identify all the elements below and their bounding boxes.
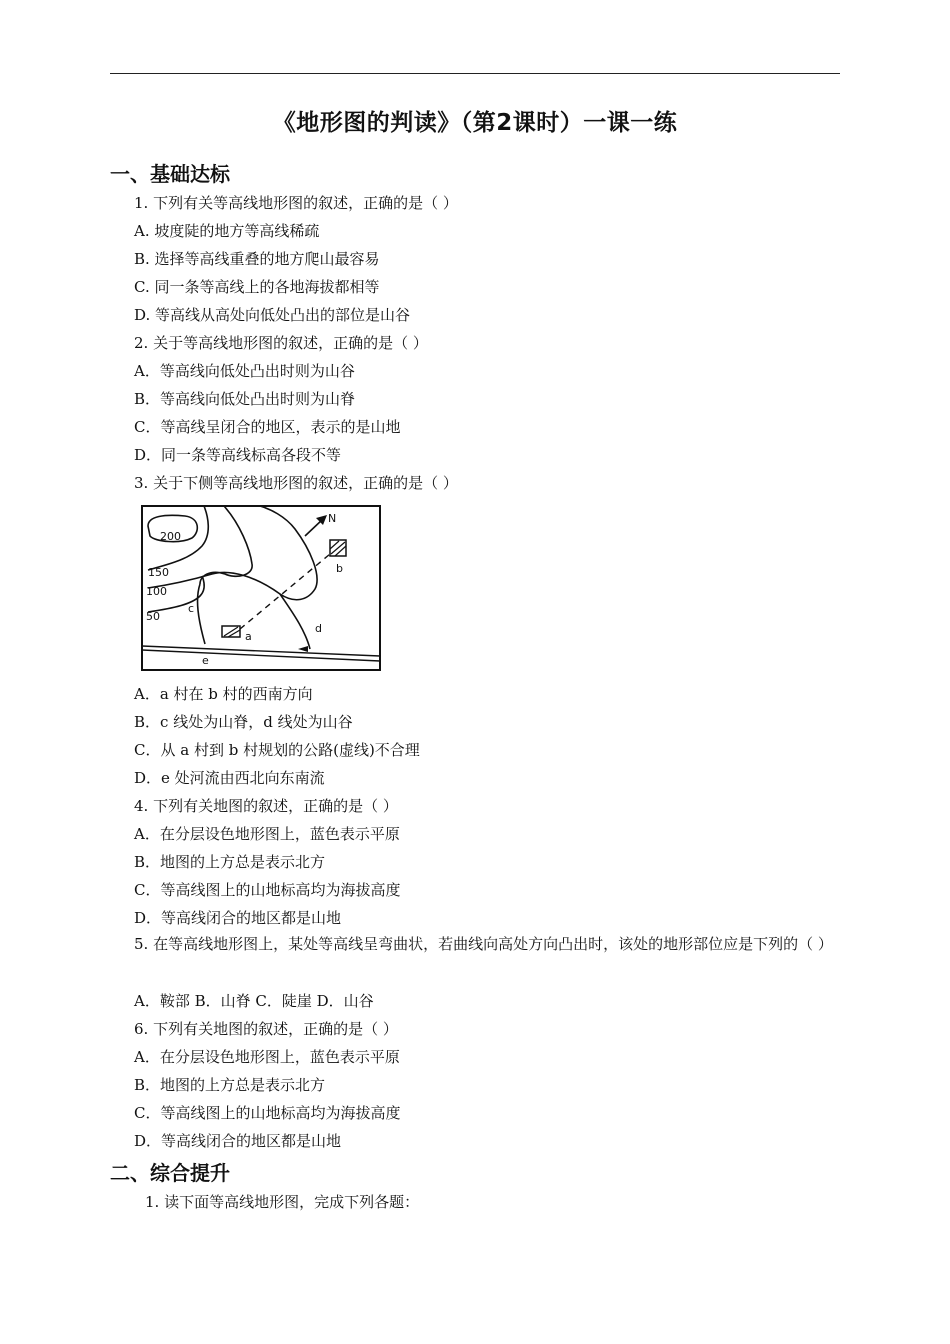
- q2-option-a: A．等高线向低处凸出时则为山谷: [134, 362, 355, 380]
- q2-stem: 2. 关于等高线地形图的叙述，正确的是（ ）: [134, 334, 428, 352]
- header-rule: [110, 73, 840, 74]
- label-river-e: e: [202, 654, 209, 667]
- q3-option-c: C．从 a 村到 b 村规划的公路(虚线)不合理: [134, 741, 420, 759]
- label-village-b: b: [336, 562, 343, 575]
- label-200: 200: [160, 530, 181, 543]
- q5-options: A．鞍部 B．山脊 C．陡崖 D．山谷: [134, 992, 374, 1010]
- label-line-d: d: [315, 622, 322, 635]
- label-150: 150: [148, 566, 169, 579]
- q3-option-b: B．c 线处为山脊，d 线处为山谷: [134, 713, 353, 731]
- q2-option-c: C．等高线呈闭合的地区，表示的是山地: [134, 418, 401, 436]
- label-line-c: c: [188, 602, 195, 615]
- q2-option-d: D．同一条等高线标高各段不等: [134, 446, 342, 464]
- label-village-a: a: [245, 630, 252, 643]
- q3-stem: 3. 关于下侧等高线地形图的叙述，正确的是（ ）: [134, 474, 458, 492]
- q4-stem: 4. 下列有关地图的叙述，正确的是（ ）: [134, 797, 398, 815]
- q1-option-d: D. 等高线从高处向低处凸出的部位是山谷: [134, 306, 411, 324]
- q6-option-a: A．在分层设色地形图上，蓝色表示平原: [134, 1048, 400, 1066]
- village-a-symbol: [222, 626, 240, 637]
- label-100: 100: [146, 585, 167, 598]
- village-b-symbol: [330, 540, 346, 556]
- q4-option-a: A．在分层设色地形图上，蓝色表示平原: [134, 825, 400, 843]
- q4-option-b: B．地图的上方总是表示北方: [134, 853, 326, 871]
- label-north: N: [328, 512, 337, 525]
- contour-map: [140, 504, 382, 672]
- q6-option-d: D．等高线闭合的地区都是山地: [134, 1132, 342, 1150]
- label-50: 50: [146, 610, 160, 623]
- q6-stem: 6. 下列有关地图的叙述，正确的是（ ）: [134, 1020, 398, 1038]
- q3-option-d: D．e 处河流由西北向东南流: [134, 769, 325, 787]
- q4-option-c: C．等高线图上的山地标高均为海拔高度: [134, 881, 401, 899]
- q1-stem: 1. 下列有关等高线地形图的叙述，正确的是（ ）: [134, 194, 458, 212]
- page-title: 《地形图的判读》（第2课时）一课一练: [272, 110, 678, 136]
- q2-option-b: B．等高线向低处凸出时则为山脊: [134, 390, 356, 408]
- p2-q1-stem: 1. 读下面等高线地形图，完成下列各题：: [145, 1193, 420, 1211]
- section-heading-advanced: 二、综合提升: [110, 1161, 230, 1185]
- q1-option-c: C. 同一条等高线上的各地海拔都相等: [134, 278, 380, 296]
- q4-option-d: D．等高线闭合的地区都是山地: [134, 909, 342, 927]
- q6-option-b: B．地图的上方总是表示北方: [134, 1076, 326, 1094]
- q1-option-b: B. 选择等高线重叠的地方爬山最容易: [134, 250, 380, 268]
- q1-option-a: A. 坡度陡的地方等高线稀疏: [134, 222, 320, 240]
- section-heading-basic: 一、基础达标: [110, 162, 230, 186]
- q3-option-a: A．a 村在 b 村的西南方向: [134, 685, 313, 703]
- q6-option-c: C．等高线图上的山地标高均为海拔高度: [134, 1104, 401, 1122]
- q5-stem: 5. 在等高线地形图上，某处等高线呈弯曲状，若曲线向高处方向凸出时，该处的地形部位应是下列的（ ）: [134, 935, 833, 953]
